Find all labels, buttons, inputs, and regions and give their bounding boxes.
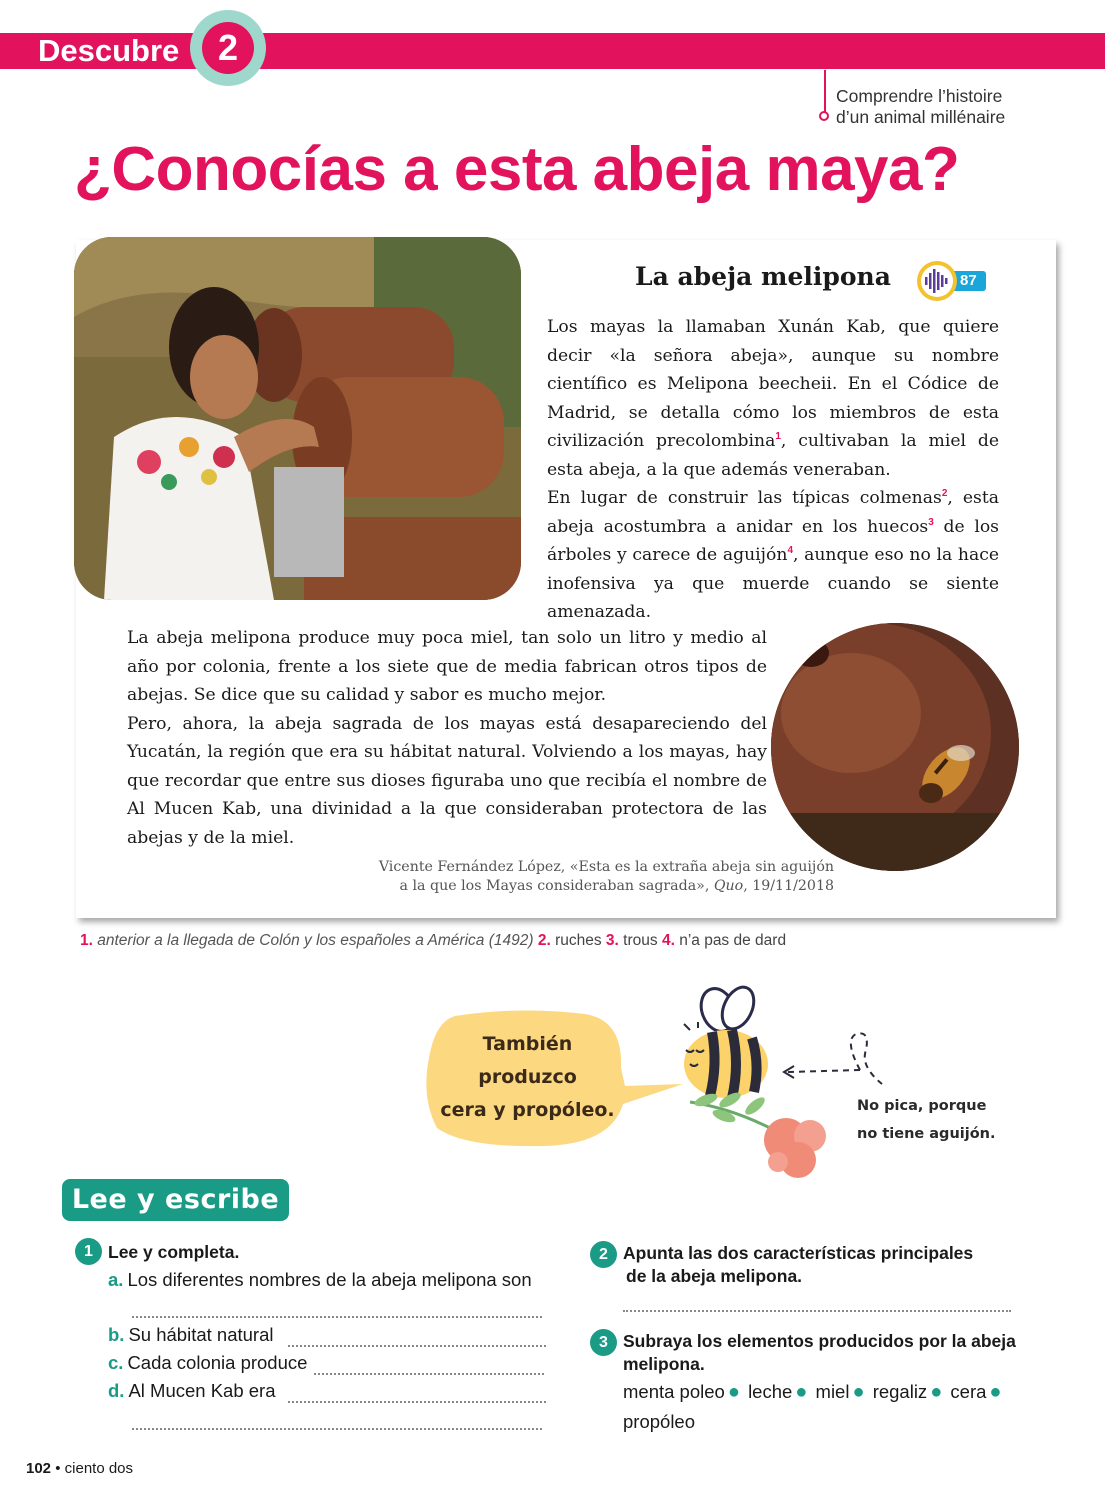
paragraph-2-text-a: En lugar de construir las típicas colmenas — [547, 488, 942, 508]
q2-title-line-1: Apunta las dos características principales — [623, 1243, 974, 1263]
q1-item-d — [108, 1380, 276, 1402]
footnote-ref-1: 1 — [775, 431, 781, 442]
q1-item-c-text: Cada colonia produce — [127, 1352, 308, 1373]
bullet-separator-icon: ● — [795, 1381, 808, 1403]
q3-title — [623, 1330, 1016, 1376]
bee-note — [857, 1092, 1047, 1148]
footnote-ref-2: 2 — [941, 488, 948, 499]
lesson-objective — [836, 86, 1066, 128]
bee-note-line-1: No pica, porque — [857, 1098, 987, 1114]
q3-option-3[interactable]: miel — [815, 1381, 850, 1402]
q3-options — [623, 1377, 1023, 1436]
article-column-right — [547, 313, 999, 627]
q3-title-line-1: Subraya los elementos producidos por la abeja — [623, 1331, 1016, 1351]
q1-item-b-text: Su hábitat natural — [128, 1324, 274, 1345]
q3-title-line-2: melipona. — [623, 1354, 705, 1374]
q3-option-1[interactable]: menta poleo — [623, 1381, 725, 1402]
photo-woman-beekeeper — [74, 237, 521, 600]
footnote-4-num: 4. — [661, 932, 675, 949]
q1-item-c-letter: c. — [108, 1352, 124, 1373]
page-number: 102 — [26, 1460, 52, 1477]
q3-number: 3 — [590, 1329, 617, 1356]
q1-answer-b-line[interactable] — [288, 1345, 546, 1347]
q1-answer-d-line-2[interactable] — [132, 1428, 542, 1430]
activities-section-title: Lee y escribe — [62, 1179, 289, 1221]
paragraph-3: La abeja melipona produce muy poca miel, tan solo un litro y medio al año por colonia, frente a los siete que de media fabrican otros tipos de abejas. Se dice que su calidad y sabor es mucho mejor. — [127, 628, 767, 705]
q3-option-2[interactable]: leche — [748, 1381, 793, 1402]
speech-line-1: También — [482, 1033, 573, 1055]
footnote-3-text: trous — [623, 932, 658, 949]
bullet-separator-icon: ● — [852, 1381, 865, 1403]
audio-wave-icon — [916, 260, 988, 302]
objective-connector — [824, 70, 826, 114]
paragraph-2-text-b: , esta abeja acostumbra a anidar en los huecos — [547, 488, 999, 537]
q3-option-4[interactable]: regaliz — [872, 1381, 928, 1402]
q1-item-a-text: Los diferentes nombres de la abeja melipona son — [127, 1269, 532, 1290]
photo-bee-illustration — [771, 623, 1019, 871]
section-label: Descubre — [38, 33, 180, 68]
citation-source: Quo — [713, 878, 744, 894]
bullet-separator-icon: ● — [989, 1381, 1002, 1403]
q3-option-5[interactable]: cera — [950, 1381, 987, 1402]
speech-line-3: cera y propóleo. — [440, 1099, 615, 1121]
article-title: La abeja melipona — [635, 262, 891, 291]
q1-item-b — [108, 1324, 273, 1346]
objective-line-2: d’un animal millénaire — [836, 107, 1006, 127]
footnote-2-num: 2. — [537, 932, 551, 949]
q2-title-line-2: de la abeja melipona. — [626, 1266, 803, 1286]
objective-dot — [819, 111, 829, 121]
footnote-4-text: n’a pas de dard — [679, 932, 787, 949]
paragraph-2 — [547, 484, 999, 627]
paragraph-1-text-b: , cultivaban la miel de esta abeja, a la que además veneraban. — [547, 431, 1000, 480]
q2-answer-line[interactable] — [623, 1310, 1011, 1312]
citation-line-2 — [260, 877, 834, 896]
page-title: ¿Conocías a esta abeja maya? — [74, 135, 960, 204]
footnote-1-text: anterior a la llegada de Colón y los españoles a América (1492) — [97, 932, 534, 949]
paragraph-1 — [547, 313, 999, 484]
speech-bubble-text — [440, 1028, 615, 1127]
q1-item-d-letter: d. — [108, 1380, 125, 1401]
footnote-1-num: 1. — [80, 932, 93, 949]
unit-number: 2 — [202, 22, 254, 74]
audio-track-number: 87 — [960, 272, 977, 289]
q2-number: 2 — [590, 1241, 617, 1268]
q1-answer-a-line[interactable] — [132, 1316, 542, 1318]
bullet-separator-icon: ● — [727, 1381, 740, 1403]
q1-item-d-text: Al Mucen Kab era — [128, 1380, 276, 1401]
paragraph-4: Pero, ahora, la abeja sagrada de los mayas está desapareciendo del Yucatán, la región que era su hábitat natural. Volviendo a los mayas, hay que recordar que entre sus dioses figuraba uno que recibía el nombre de Al Mucen Kab, una divinidad a la que consideraban protectora de las abejas y de la miel. — [127, 713, 767, 848]
citation-date: , 19/11/2018 — [743, 878, 834, 894]
q1-title: Lee y completa. — [108, 1242, 240, 1262]
footnote-3-num: 3. — [605, 932, 619, 949]
speech-line-2: produzco — [478, 1066, 577, 1088]
q3-option-6[interactable]: propóleo — [623, 1411, 696, 1432]
q1-item-c — [108, 1352, 307, 1374]
bee-note-line-2: no tiene aguijón. — [857, 1126, 996, 1142]
paragraph-2-text-c: de los árboles y carece de aguijón — [547, 516, 999, 565]
audio-track-badge[interactable] — [916, 260, 988, 302]
footnote-ref-4: 4 — [787, 545, 793, 556]
bee-illustration — [660, 980, 900, 1180]
citation-line-1: Vicente Fernández López, «Esta es la extraña abeja sin aguijón — [378, 859, 834, 875]
q1-answer-d-line[interactable] — [288, 1401, 546, 1403]
q1-item-a — [108, 1269, 532, 1291]
q2-title — [623, 1242, 973, 1288]
photo-woman-illustration — [74, 237, 521, 600]
bullet-separator-icon: • — [55, 1460, 61, 1477]
citation — [260, 858, 834, 896]
q1-item-a-letter: a. — [108, 1269, 124, 1290]
q1-number: 1 — [75, 1238, 102, 1265]
footnote-ref-3: 3 — [928, 516, 934, 528]
photo-bee-nest — [771, 623, 1019, 871]
citation-title-end: a la que los Mayas consideraban sagrada», — [399, 878, 714, 894]
bullet-separator-icon: ● — [930, 1381, 943, 1403]
page-footer — [26, 1460, 133, 1477]
objective-line-1: Comprendre l’histoire — [836, 86, 1003, 106]
article-column-full — [127, 624, 767, 852]
paragraph-2-text-d: , aunque eso no la hace inofensiva ya que muerde cuando se siente amenazada. — [547, 545, 999, 622]
paragraph-1-text-a: Los mayas la llamaban Xunán Kab, que quiere decir «la señora abeja», aunque su nombre científico es Melipona beecheii. En el Códice de Madrid, se detalla cómo los miembros de esta civilización precolombina — [547, 317, 999, 451]
q1-answer-c-line[interactable] — [314, 1373, 544, 1375]
page-number-words: ciento dos — [64, 1460, 134, 1477]
q1-item-b-letter: b. — [108, 1324, 125, 1345]
footnote-2-text: ruches — [555, 932, 602, 949]
footnotes — [80, 932, 786, 950]
